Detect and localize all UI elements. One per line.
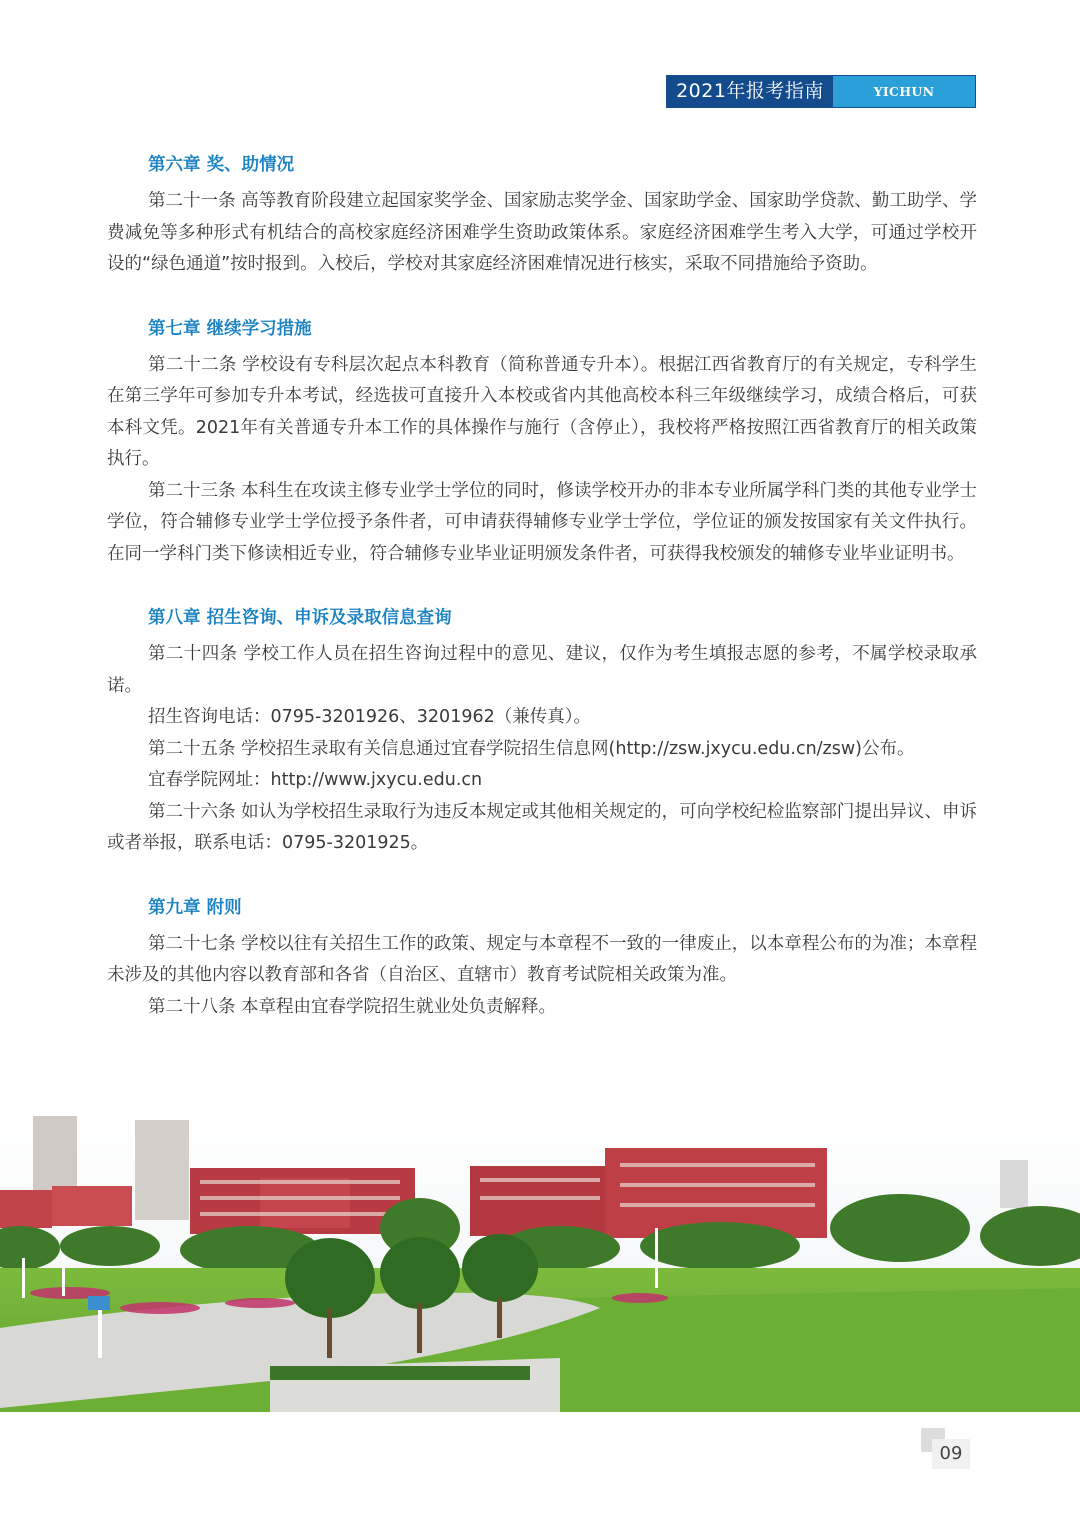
paragraph: 第二十一条 高等教育阶段建立起国家奖学金、国家励志奖学金、国家助学金、国家助学贷款、勤工助学、学费减免等多种形式有机结合的高校家庭经济困难学生资助政策体系。家庭经济困难学生考入大学，可通过学校开设的“绿色通道”按时报到。入校后，学校对其家庭经济困难情况进行核实，采取不同措施给予资助。 <box>107 191 977 274</box>
section-title: 第七章 继续学习措施 <box>148 318 312 339</box>
paragraph: 第二十八条 本章程由宜春学院招生就业处负责解释。 <box>148 996 557 1017</box>
section-chapter-8 <box>107 603 977 860</box>
section-chapter-6 <box>107 150 977 281</box>
section-chapter-9 <box>107 893 977 1024</box>
page-number: 09 <box>932 1439 970 1469</box>
paragraph-website: 宜春学院网址：http://www.jxycu.edu.cn <box>148 770 483 790</box>
header-title-cn: 2021年报考指南 <box>667 76 833 107</box>
section-title: 第八章 招生咨询、申诉及录取信息查询 <box>148 608 452 628</box>
paragraph-phone: 招生咨询电话：0795-3201926、3201962（兼传真）。 <box>148 707 591 727</box>
campus-photo <box>0 1108 1080 1412</box>
document-body <box>107 150 977 1056</box>
header-badge <box>666 75 976 130</box>
paragraph: 第二十六条 如认为学校招生录取行为违反本规定或其他相关规定的，可向学校纪检监察部门提出异议、申诉或者举报，联系电话：0795-3201925。 <box>107 801 977 853</box>
section-chapter-7 <box>107 314 977 571</box>
section-title: 第九章 附则 <box>148 897 242 918</box>
paragraph: 第二十五条 学校招生录取有关信息通过宜春学院招生信息网(http://zsw.jxycu.edu.cn/zsw)公布。 <box>148 738 915 759</box>
header-title-en: YICHUN UNIVERSITY <box>833 76 975 107</box>
section-title: 第六章 奖、助情况 <box>148 155 295 175</box>
paragraph: 第二十三条 本科生在攻读主修专业学士学位的同时，修读学校开办的非本专业所属学科门类的其他专业学士学位，符合辅修专业学士学位授予条件者，可申请获得辅修专业学士学位，学位证的颁发按国家有关文件执行。在同一学科门类下修读相近专业，符合辅修专业毕业证明颁发条件者，可获得我校颁发的辅修专业毕业证明书。 <box>107 480 977 564</box>
paragraph: 第二十四条 学校工作人员在招生咨询过程中的意见、建议，仅作为考生填报志愿的参考，不属学校录取承诺。 <box>107 644 977 696</box>
paragraph: 第二十七条 学校以往有关招生工作的政策、规定与本章程不一致的一律废止，以本章程公布的为准；本章程未涉及的其他内容以教育部和各省（自治区、直辖市）教育考试院相关政策为准。 <box>107 933 977 985</box>
paragraph: 第二十二条 学校设有专科层次起点本科教育（简称普通专升本）。根据江西省教育厅的有关规定，专科学生在第三学年可参加专升本考试，经选拔可直接升入本校或省内其他高校本科三年级继续学习，成绩合格后，可获本科文凭。2021年有关普通专升本工作的具体操作与施行（含停止），我校将严格按照江西省教育厅的相关政策执行。 <box>107 354 977 469</box>
